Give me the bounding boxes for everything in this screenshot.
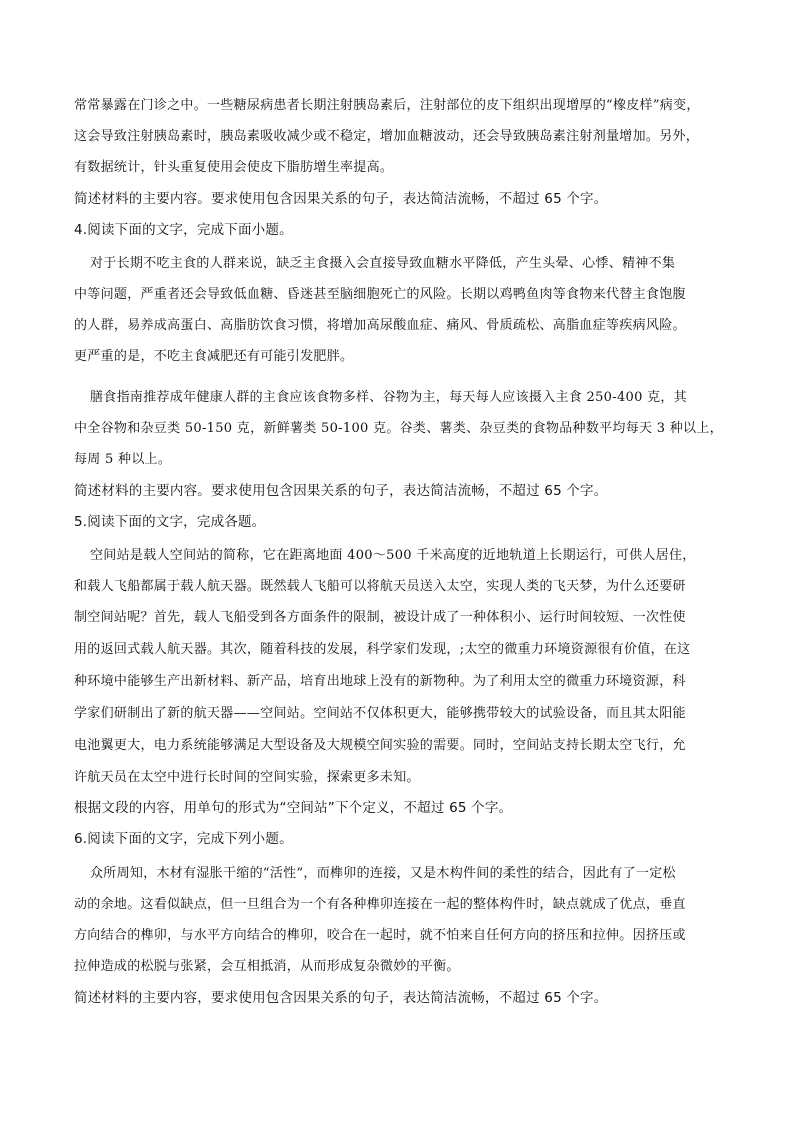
text-line: 更严重的是，不吃主食减肥还有可能引发肥胖。 — [74, 349, 354, 364]
text-line: 膳食指南推荐成年健康人群的主食应该食物多样、谷物为主，每天每人应该摄入主食 250-400 克，其 — [90, 390, 687, 405]
text-line: 拉伸造成的松脱与张紧，会互相抵消，从而形成复杂微妙的平衡。 — [74, 959, 460, 974]
task-instruction: 简述材料的主要内容。要求使用包含因果关系的句子，表达简洁流畅，不超过 65 个字。 — [74, 483, 608, 499]
text-line: 这会导致注射胰岛素时，胰岛素吸收减少或不稳定，增加血糖波动，还会导致胰岛素注射剂量增加。另外， — [74, 129, 700, 144]
task-instruction: 简述材料的主要内容，要求使用包含因果关系的句子，表达简洁流畅，不超过 65 个字。 — [74, 990, 608, 1006]
text-line: 空间站是载人空间站的简称，它在距离地面 400～500 千米高度的近地轨道上长期运行，可供人居住， — [90, 548, 696, 563]
text-line: 的人群，易养成高蛋白、高脂肪饮食习惯，将增加高尿酸血症、痛风、骨质疏松、高脂血症等疾病风险。 — [74, 318, 686, 333]
text-line: 动的余地。这看似缺点，但一旦组合为一个有各种榫卯连接在一起的整体构件时，缺点就成了优点，垂直 — [74, 897, 686, 912]
text-line: 常常暴露在门诊之中。一些糖尿病患者长期注射胰岛素后，注射部位的皮下组织出现增厚的“橡皮样”病变， — [74, 98, 700, 113]
question-heading: 4.阅读下面的文字，完成下面小题。 — [74, 222, 293, 238]
text-line: 学家们研制出了新的航天器——空间站。空间站不仅体积更大，能够携带较大的试验设备，而且其太阳能 — [74, 706, 686, 721]
question-heading: 6.阅读下面的文字，完成下列小题。 — [74, 831, 293, 847]
task-instruction: 根据文段的内容，用单句的形式为“空间站”下个定义，不超过 65 个字。 — [74, 800, 513, 816]
text-line: 有数据统计，针头重复使用会使皮下脂肪增生率提高。 — [74, 160, 394, 175]
text-line: 对于长期不吃主食的人群来说，缺乏主食摄入会直接导致血糖水平降低，产生头晕、心悸、精神不集 — [90, 256, 676, 271]
question-heading: 5.阅读下面的文字，完成各题。 — [74, 514, 266, 530]
text-line: 和载人飞船都属于载人航天器。既然载人飞船可以将航天员送入太空，实现人类的飞天梦，为什么还要研 — [74, 579, 686, 594]
text-line: 方向结合的榫卯，与水平方向结合的榫卯，咬合在一起时，就不怕来自任何方向的挤压和拉伸。因挤压或 — [74, 928, 686, 943]
text-line: 制空间站呢？首先，载人飞船受到各方面条件的限制，被设计成了一种体积小、运行时间较短、一次性使 — [74, 610, 686, 625]
text-line: 中等问题，严重者还会导致低血糖、昏迷甚至脑细胞死亡的风险。长期以鸡鸭鱼肉等食物来代替主食饱腹 — [74, 287, 686, 302]
text-line: 种环境中能够生产出新材料、新产品，培育出地球上没有的新物种。为了利用太空的微重力环境资源，科 — [74, 674, 686, 689]
text-line: 众所周知，木材有湿胀干缩的“活性”，而榫卯的连接，又是木构件间的柔性的结合，因此有了一定松 — [90, 866, 676, 881]
text-line: 中全谷物和杂豆类 50-150 克，新鲜薯类 50-100 克。谷类、薯类、杂豆类的食物品种数平均每天 3 种以上， — [74, 421, 723, 436]
text-line: 每周 5 种以上。 — [74, 452, 172, 467]
text-line: 用的返回式载人航天器。其次，随着科技的发展，科学家们发现，;太空的微重力环境资源很有价值，在这 — [74, 642, 691, 657]
task-instruction: 简述材料的主要内容。要求使用包含因果关系的句子，表达简洁流畅，不超过 65 个字。 — [74, 191, 608, 207]
text-line: 许航天员在太空中进行长时间的空间实验，探索更多未知。 — [74, 770, 420, 785]
text-line: 电池翼更大，电力系统能够满足大型设备及大规模空间实验的需要。同时，空间站支持长期太空飞行，允 — [74, 738, 686, 753]
